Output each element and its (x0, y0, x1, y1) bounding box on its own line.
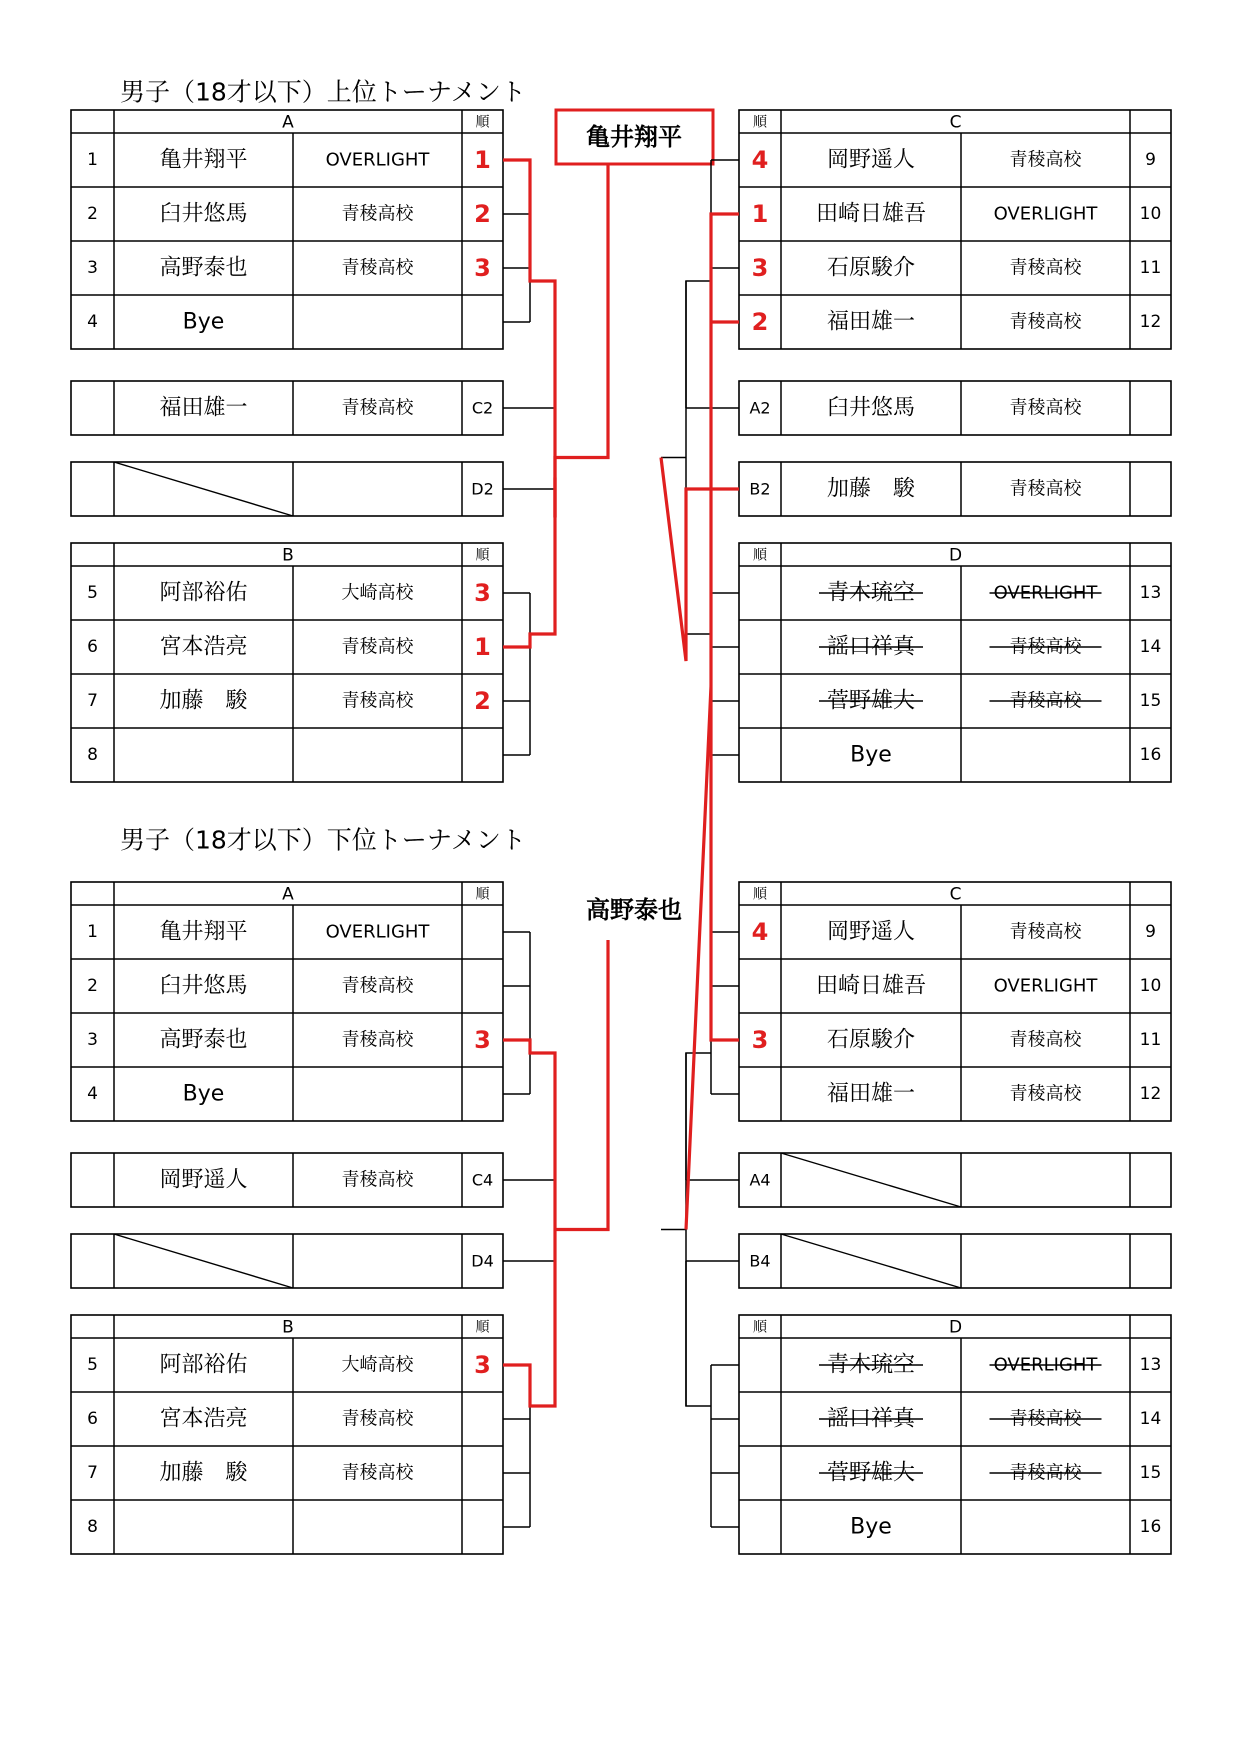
club-name: 青稜高校 (1009, 1083, 1082, 1105)
player-row (752, 308, 1162, 336)
red-path (503, 1040, 555, 1083)
group-d-table (739, 1315, 1171, 1554)
qualifier-code: C4 (471, 1170, 494, 1190)
club-name: 青稜高校 (341, 203, 414, 225)
section-2 (71, 686, 1171, 1554)
section-1 (71, 78, 1171, 783)
seed-number: 1 (87, 150, 98, 170)
qualifier-frame (71, 381, 503, 435)
player-name: 福田雄一 (159, 395, 248, 421)
player-row (87, 745, 98, 765)
seed-number: 13 (1139, 583, 1162, 603)
player-row (850, 743, 1161, 768)
seed-number: 12 (1139, 312, 1162, 332)
club-name: OVERLIGHT (993, 975, 1098, 997)
player-name: 石原駿介 (826, 1027, 916, 1053)
club-name: OVERLIGHT (993, 1354, 1098, 1376)
player-name: Bye (850, 742, 892, 768)
group-label: B (282, 1317, 294, 1338)
seed-number: 2 (87, 976, 98, 996)
empty-slot-diagonal (114, 1234, 293, 1288)
semi-line (530, 1053, 555, 1180)
qualifier-frame (739, 1153, 1171, 1207)
group-table-frame (71, 1315, 503, 1554)
club-name: 青稜高校 (1009, 636, 1082, 658)
semi-line (530, 489, 555, 634)
semi-line (686, 489, 711, 634)
qualifier-frame (739, 1234, 1171, 1288)
player-row (819, 1353, 1161, 1378)
qualifier-code: A4 (749, 1170, 771, 1190)
seed-number: 11 (1139, 1030, 1162, 1050)
group-table-frame (71, 543, 503, 782)
rank-value: 3 (474, 1351, 491, 1379)
player-row (87, 579, 491, 607)
group-b-table (71, 1315, 503, 1554)
seed-number: 14 (1139, 637, 1162, 657)
group-a-table (71, 882, 503, 1121)
club-name: 青稜高校 (1009, 1462, 1082, 1484)
player-name: Bye (850, 1514, 892, 1540)
player-row (87, 254, 491, 282)
club-name: OVERLIGHT (325, 921, 430, 943)
qualifier-slot (739, 1153, 1171, 1207)
player-name: 臼井悠馬 (159, 201, 248, 227)
group-table-frame (71, 882, 503, 1121)
player-name: Bye (182, 1081, 225, 1107)
player-name: 高野泰也 (159, 1027, 248, 1053)
semi-line (530, 1261, 555, 1406)
player-name: 岡野遥人 (826, 147, 916, 173)
group-c-table (739, 110, 1171, 349)
seed-number: 3 (87, 1030, 98, 1050)
group-table-frame (739, 1315, 1171, 1554)
seed-number: 9 (1145, 922, 1156, 942)
qualifier-code: A2 (749, 398, 771, 418)
rank-value: 1 (474, 633, 491, 661)
club-name: 青稜高校 (341, 690, 414, 712)
club-name: 青稜高校 (341, 1462, 414, 1484)
player-row (87, 687, 491, 715)
red-path (555, 164, 608, 518)
club-name: 青稜高校 (341, 975, 414, 997)
rank-value: 3 (751, 254, 769, 282)
club-name: 青稜高校 (1009, 921, 1082, 943)
player-row (87, 146, 491, 174)
champion (586, 896, 682, 924)
player-name: 青木琉空 (826, 1352, 916, 1378)
player-row (87, 1517, 98, 1537)
red-path (711, 214, 739, 686)
red-path (555, 940, 608, 1230)
qualifier-frame (739, 381, 1171, 435)
qualifier-slot (739, 381, 1171, 435)
player-row (87, 633, 491, 661)
player-name: 宮本浩亮 (159, 634, 248, 660)
semi-line (530, 281, 555, 408)
player-row (819, 581, 1161, 606)
group-label: A (282, 884, 294, 905)
player-name: 岡野遥人 (826, 919, 916, 945)
seed-number: 5 (87, 1355, 98, 1375)
group-label: A (282, 112, 294, 133)
player-row (87, 1082, 224, 1107)
player-name: 加藤 駿 (159, 688, 248, 714)
player-row (87, 1461, 414, 1486)
seed-number: 6 (87, 637, 98, 657)
player-row (819, 1461, 1161, 1486)
rank-column-header: 順 (475, 114, 490, 131)
player-name: 謡口祥真 (826, 1406, 916, 1432)
seed-number: 6 (87, 1409, 98, 1429)
champion-name: 亀井翔平 (586, 123, 682, 151)
group-c-table (739, 882, 1171, 1121)
seed-number: 15 (1139, 1463, 1162, 1483)
player-row (87, 200, 491, 228)
bracket-lines (503, 160, 739, 755)
rank-value: 2 (751, 308, 769, 336)
player-row (752, 254, 1162, 282)
club-name: 青稜高校 (1009, 257, 1082, 279)
seed-number: 11 (1139, 258, 1162, 278)
player-name: 菅野雄大 (826, 1460, 916, 1486)
club-name: 青稜高校 (1009, 690, 1082, 712)
club-name: 青稜高校 (1009, 149, 1082, 171)
player-name: 福田雄一 (826, 309, 916, 335)
player-row (87, 974, 414, 999)
player-row (752, 1026, 1162, 1054)
player-row (87, 1026, 491, 1054)
player-row (752, 918, 1156, 946)
player-name: 青木琉空 (826, 580, 916, 606)
player-row (850, 1515, 1161, 1540)
seed-number: 16 (1139, 745, 1162, 765)
group-label: D (948, 545, 963, 566)
red-path (503, 604, 555, 647)
player-row (87, 1351, 491, 1379)
section-title: 男子（18才以下）上位トーナメント (120, 77, 526, 107)
champion-name: 高野泰也 (586, 896, 682, 924)
club-name: 青稜高校 (341, 1029, 414, 1051)
qualifier-slot (71, 1234, 503, 1288)
club-name: 青稜高校 (1009, 478, 1082, 500)
qualifier-code: C2 (471, 398, 494, 418)
player-row (819, 635, 1161, 660)
group-label: D (948, 1317, 963, 1338)
seed-number: 5 (87, 583, 98, 603)
player-name: 臼井悠馬 (159, 973, 248, 999)
rank-column-header: 順 (753, 114, 767, 131)
player-name: 宮本浩亮 (159, 1406, 248, 1432)
qualifier-frame (71, 1153, 503, 1207)
seed-number: 3 (87, 258, 98, 278)
qualifier-code: D4 (471, 1251, 494, 1271)
club-name: 大崎高校 (341, 1354, 414, 1376)
player-name: 加藤 駿 (826, 476, 916, 502)
club-name: 青稜高校 (341, 257, 414, 279)
rank-value: 3 (751, 1026, 769, 1054)
seed-number: 4 (87, 1084, 98, 1104)
qualifier-slot (71, 381, 503, 435)
rank-value: 3 (474, 254, 491, 282)
seed-number: 1 (87, 922, 98, 942)
player-name: 田崎日雄吾 (815, 973, 927, 999)
player-name: 亀井翔平 (159, 919, 248, 945)
club-name: 青稜高校 (341, 1408, 414, 1430)
qualifier-code: B2 (749, 479, 771, 499)
player-name: 岡野遥人 (159, 1167, 248, 1193)
group-table-frame (739, 882, 1171, 1121)
seed-number: 7 (87, 691, 98, 711)
qualifier-slot (739, 1234, 1171, 1288)
player-row (87, 920, 430, 945)
player-name: Bye (182, 309, 225, 335)
qualifier-slot (71, 1153, 503, 1207)
rank-column-header: 順 (475, 547, 490, 564)
empty-slot-diagonal (781, 1153, 961, 1207)
rank-value: 4 (751, 146, 769, 174)
club-name: 青稜高校 (341, 397, 414, 419)
red-path (661, 458, 739, 662)
rank-column-header: 順 (753, 1319, 767, 1336)
player-row (819, 689, 1161, 714)
semi-line (686, 1261, 711, 1406)
qualifier-code: B4 (749, 1251, 771, 1271)
empty-slot-diagonal (781, 1234, 961, 1288)
rank-value: 3 (474, 1026, 491, 1054)
player-row (827, 1082, 1161, 1107)
club-name: 大崎高校 (341, 582, 414, 604)
qualifier-frame (71, 1234, 503, 1288)
rank-column-header: 順 (753, 547, 767, 564)
qualifier-frame (71, 462, 503, 516)
group-d-table (739, 543, 1171, 782)
player-name: 阿部裕佑 (159, 1352, 248, 1378)
seed-number: 14 (1139, 1409, 1162, 1429)
player-row (819, 1407, 1161, 1432)
group-b-table (71, 543, 503, 782)
qualifier-slot (71, 462, 503, 516)
club-name: 青稜高校 (1009, 1408, 1082, 1430)
red-path (686, 686, 739, 1230)
rank-column-header: 順 (753, 886, 767, 903)
player-name: 臼井悠馬 (826, 395, 916, 421)
player-row (87, 310, 224, 335)
rank-value: 2 (474, 200, 491, 228)
seed-number: 2 (87, 204, 98, 224)
seed-number: 9 (1145, 150, 1156, 170)
seed-number: 10 (1139, 204, 1162, 224)
club-name: 青稜高校 (1009, 397, 1082, 419)
club-name: OVERLIGHT (993, 582, 1098, 604)
seed-number: 8 (87, 745, 98, 765)
player-name: 亀井翔平 (159, 147, 248, 173)
player-row (752, 146, 1156, 174)
player-name: 田崎日雄吾 (815, 201, 927, 227)
rank-value: 1 (751, 200, 769, 228)
section-title: 男子（18才以下）下位トーナメント (120, 825, 526, 855)
player-row (752, 200, 1162, 228)
bracket-lines (503, 932, 739, 1527)
group-label: B (282, 545, 294, 566)
player-row (816, 974, 1161, 999)
semi-line (686, 281, 711, 408)
red-path (503, 160, 555, 311)
empty-slot-diagonal (114, 462, 293, 516)
winning-path (503, 160, 739, 686)
champion (556, 110, 713, 164)
club-name: 青稜高校 (1009, 311, 1082, 333)
club-name: OVERLIGHT (325, 149, 430, 171)
qualifier-slot (739, 462, 1171, 516)
group-a-table (71, 110, 503, 349)
seed-number: 10 (1139, 976, 1162, 996)
player-name: 菅野雄大 (826, 688, 916, 714)
player-name: 謡口祥真 (826, 634, 916, 660)
seed-number: 4 (87, 312, 98, 332)
player-name: 加藤 駿 (159, 1460, 248, 1486)
group-table-frame (71, 110, 503, 349)
group-label: C (949, 112, 962, 133)
rank-column-header: 順 (475, 886, 490, 903)
qualifier-code: D2 (471, 479, 494, 499)
seed-number: 16 (1139, 1517, 1162, 1537)
seed-number: 7 (87, 1463, 98, 1483)
player-name: 阿部裕佑 (159, 580, 248, 606)
rank-column-header: 順 (475, 1319, 490, 1336)
group-label: C (949, 884, 962, 905)
player-name: 高野泰也 (159, 255, 248, 281)
seed-number: 13 (1139, 1355, 1162, 1375)
rank-value: 4 (751, 918, 769, 946)
club-name: OVERLIGHT (993, 203, 1098, 225)
group-table-frame (739, 543, 1171, 782)
rank-value: 3 (474, 579, 491, 607)
club-name: 青稜高校 (1009, 1029, 1082, 1051)
player-name: 福田雄一 (826, 1081, 916, 1107)
qualifier-frame (739, 462, 1171, 516)
seed-number: 8 (87, 1517, 98, 1537)
winning-path (503, 686, 739, 1406)
rank-value: 2 (474, 687, 491, 715)
club-name: 青稜高校 (341, 636, 414, 658)
rank-value: 1 (474, 146, 491, 174)
seed-number: 15 (1139, 691, 1162, 711)
group-table-frame (739, 110, 1171, 349)
seed-number: 12 (1139, 1084, 1162, 1104)
player-row (87, 1407, 414, 1432)
club-name: 青稜高校 (341, 1169, 414, 1191)
red-path (503, 1365, 555, 1406)
player-name: 石原駿介 (826, 255, 916, 281)
